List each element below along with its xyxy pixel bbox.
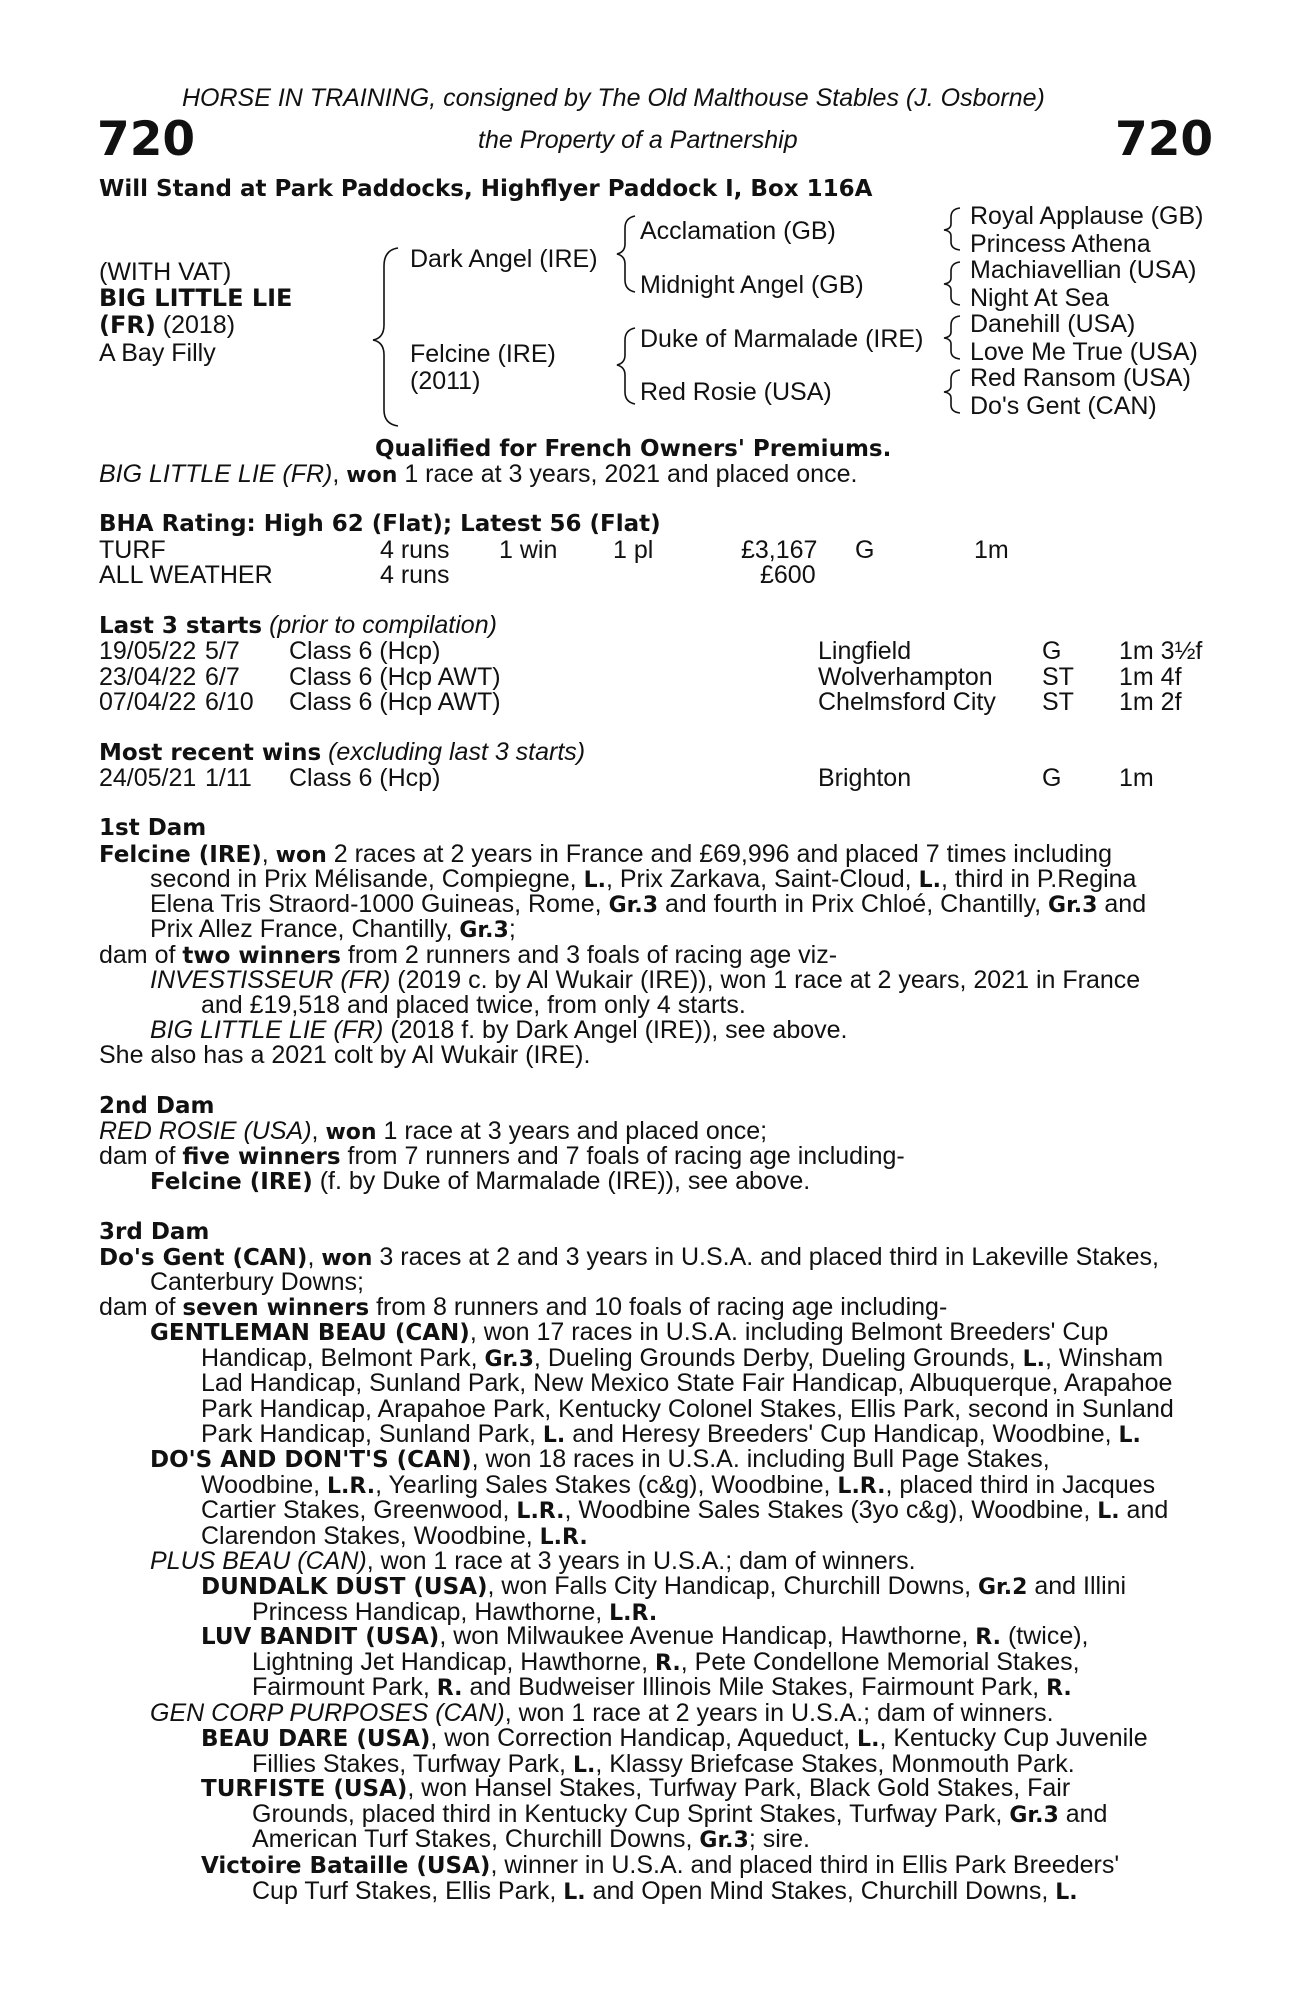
horse-name: BIG LITTLE LIE	[99, 284, 293, 312]
horse-country: (FR)	[99, 311, 156, 339]
dam3-title: 3rd Dam	[99, 1219, 210, 1245]
surface: TURF	[99, 536, 166, 564]
race-grade: L.	[583, 868, 606, 893]
header-property: the Property of a Partnership	[478, 126, 798, 154]
text: and Budweiser Illinois Mile Stakes, Fairmount Park,	[462, 1673, 1047, 1701]
text: , placed third in Jacques	[885, 1470, 1156, 1499]
text: and Heresy Breeders' Cup Handicap, Woodbine,	[565, 1420, 1119, 1448]
cell-dist: 1m	[1119, 764, 1154, 792]
cell-race: Class 6 (Hcp)	[289, 764, 441, 792]
produce-name: BEAU DARE (USA)	[201, 1726, 431, 1752]
race-grade: Gr.3	[1009, 1802, 1059, 1828]
cell-course: Brighton	[818, 764, 912, 792]
header-consignor: HORSE IN TRAINING, consigned by The Old Malthouse Stables (J. Osborne)	[182, 84, 1045, 112]
text: 1 race at 3 years and placed once;	[376, 1117, 768, 1145]
text: second in Prix Mélisande, Compiegne,	[150, 865, 584, 893]
recent-note: (excluding last 3 starts)	[321, 738, 586, 766]
sep: ,	[311, 1117, 326, 1145]
runs: 4 runs	[380, 536, 450, 564]
cell-going: ST	[1042, 662, 1074, 691]
text: Park Handicap, Arapahoe Park, Kentucky Colonel Stakes, Ellis Park, second in Sunland	[201, 1394, 1174, 1423]
text: Clarendon Stakes, Woodbine,	[201, 1521, 540, 1550]
qualified-note: Qualified for French Owners' Premiums.	[375, 436, 892, 462]
text: (f. by Duke of Marmalade (IRE)), see above.	[312, 1167, 811, 1195]
text: , won 17 races in U.S.A. including Belmont Breeders' Cup	[469, 1318, 1109, 1346]
cell-race: Class 6 (Hcp AWT)	[289, 688, 501, 716]
race-grade: R.	[1046, 1676, 1072, 1701]
text: and Illini	[1027, 1572, 1127, 1600]
sss: Royal Applause (GB)	[970, 202, 1204, 230]
dam2-line3	[150, 1169, 810, 1196]
text: , won 18 races in U.S.A. including Bull Page Stakes,	[471, 1445, 1050, 1473]
brace-dd	[944, 370, 960, 413]
recent-heading	[99, 740, 585, 767]
brace-main	[373, 248, 398, 426]
cell-pos: 5/7	[205, 637, 240, 665]
distance: 1m	[974, 536, 1009, 564]
text: , Kentucky Cup Juvenile	[879, 1724, 1148, 1752]
text: , winner in U.S.A. and placed third in Ellis Park Breeders'	[490, 1851, 1120, 1879]
text: 3 races at 2 and 3 years in U.S.A. and placed third in Lakeville Stakes,	[372, 1243, 1160, 1271]
text: and	[1119, 1496, 1169, 1524]
cell-race: Class 6 (Hcp AWT)	[289, 662, 501, 691]
cell-dist: 1m 2f	[1119, 688, 1182, 716]
cell-dist: 1m 3½f	[1119, 637, 1203, 665]
race-grade: R.	[975, 1625, 1001, 1650]
text: Cup Turf Stakes, Ellis Park,	[252, 1876, 564, 1905]
produce-gb-line	[201, 1371, 1172, 1397]
dam1-name: Felcine (IRE)	[99, 842, 262, 868]
lot-number-left: 720	[97, 112, 196, 167]
cell-date: 23/04/22	[99, 662, 197, 691]
race-grade: L.	[1022, 1346, 1045, 1372]
race-grade: L.	[857, 1727, 880, 1752]
text: ; sire.	[748, 1825, 810, 1853]
cell-dist: 1m 4f	[1119, 662, 1182, 691]
cell-date: 24/05/21	[99, 764, 197, 792]
text: 2 races at 2 years in France and £69,996 and placed 7 times including	[326, 840, 1112, 868]
text: Lightning Jet Handicap, Hawthorne,	[252, 1647, 656, 1676]
text: Elena Tris Straord-1000 Guineas, Rome,	[150, 890, 609, 918]
text: , Prix Zarkava, Saint-Cloud,	[605, 865, 919, 893]
prize: £600	[760, 561, 816, 589]
cell-course: Wolverhampton	[818, 662, 993, 691]
text: from 8 runners and 10 foals of racing age including-	[369, 1293, 948, 1321]
dam-sire: Duke of Marmalade (IRE)	[640, 325, 924, 353]
rating-title: BHA Rating: High 62 (Flat); Latest 56 (Flat)	[99, 511, 661, 537]
race-grade: R.	[655, 1650, 681, 1676]
text: and Open Mind Stakes, Churchill Downs,	[585, 1876, 1056, 1905]
dsd: Love Me True (USA)	[970, 338, 1198, 366]
produce-name: GEN CORP PURPOSES (CAN)	[150, 1699, 505, 1727]
text: Prix Allez France, Chantilly,	[150, 915, 460, 943]
last3-title: Last 3 starts	[99, 613, 263, 639]
race-grade: Gr.3	[1048, 893, 1098, 918]
dam: Felcine (IRE)	[410, 340, 556, 368]
race-grade: L.	[918, 868, 941, 893]
race-grade: L.	[563, 1879, 586, 1905]
cell-going: G	[1042, 637, 1062, 665]
summary-horse: BIG LITTLE LIE (FR)	[99, 460, 333, 488]
runs: 4 runs	[380, 561, 450, 589]
race-grade: L.	[1097, 1499, 1120, 1524]
summary-rest: 1 race at 3 years, 2021 and placed once.	[397, 460, 858, 488]
text: Princess Handicap, Hawthorne,	[252, 1597, 610, 1626]
dam2-title: 2nd Dam	[99, 1093, 215, 1119]
race-summary: BIG LITTLE LIE (FR), won 1 race at 3 years, 2021 and placed once.	[99, 460, 858, 488]
text: , won 1 race at 3 years in U.S.A.; dam of winners.	[366, 1547, 916, 1575]
text: , won Milwaukee Avenue Handicap, Hawthorne,	[439, 1622, 976, 1650]
winners: five winners	[182, 1144, 341, 1170]
text: dam of	[99, 1293, 183, 1321]
brace-sire	[617, 216, 635, 292]
horse-description: A Bay Filly	[99, 339, 216, 367]
vat-note: (WITH VAT)	[99, 258, 232, 286]
text: (twice),	[1001, 1622, 1089, 1650]
cell-going: G	[1042, 764, 1062, 792]
won: won	[325, 1120, 377, 1145]
race-grade: R.	[436, 1676, 463, 1701]
text: Cartier Stakes, Greenwood,	[201, 1496, 517, 1524]
dam1-line7: and £19,518 and placed twice, from only 4 starts.	[201, 991, 746, 1019]
produce-tf-line	[252, 1827, 810, 1854]
sds: Machiavellian (USA)	[970, 256, 1197, 284]
text: dam of	[99, 941, 183, 969]
brace-sd	[944, 262, 960, 305]
produce-name: DO'S AND DON'T'S (CAN)	[150, 1447, 472, 1473]
produce-vb-line	[252, 1876, 1078, 1906]
last3-heading	[99, 613, 497, 640]
race-grade: Gr.3	[459, 918, 509, 943]
won: won	[275, 843, 327, 868]
text: Woodbine,	[201, 1470, 328, 1499]
recent-title: Most recent wins	[99, 740, 322, 766]
sep: ,	[307, 1243, 322, 1271]
dam-dam: Red Rosie (USA)	[640, 378, 832, 406]
last3-note: (prior to compilation)	[262, 611, 497, 639]
going: G	[855, 536, 875, 564]
text: American Turf Stakes, Churchill Downs,	[252, 1825, 700, 1853]
produce-name: PLUS BEAU (CAN)	[150, 1547, 367, 1575]
text: Park Handicap, Sunland Park,	[201, 1420, 543, 1448]
produce-lb-line	[252, 1675, 1072, 1702]
text: (2018 f. by Dark Angel (IRE)), see above.	[383, 1016, 848, 1044]
cell-race: Class 6 (Hcp)	[289, 637, 441, 665]
text: , Winsham	[1044, 1343, 1164, 1372]
produce-name: BIG LITTLE LIE (FR)	[150, 1016, 384, 1044]
cell-going: ST	[1042, 688, 1074, 716]
wins: 1 win	[499, 536, 558, 564]
produce-name: Felcine (IRE)	[150, 1169, 313, 1195]
text: from 2 runners and 3 foals of racing age viz-	[340, 941, 838, 969]
sdd: Night At Sea	[970, 284, 1109, 312]
produce-name: Victoire Bataille (USA)	[201, 1853, 491, 1879]
cell-pos: 1/11	[205, 764, 252, 792]
text: Lad Handicap, Sunland Park, New Mexico State Fair Handicap, Albuquerque, Arapahoe	[201, 1369, 1173, 1397]
places: 1 pl	[613, 536, 654, 564]
stand-location: Will Stand at Park Paddocks, Highflyer Paddock I, Box 116A	[99, 176, 873, 202]
won: won	[321, 1246, 373, 1271]
race-grade: L.R.	[516, 1499, 565, 1524]
text: from 7 runners and 7 foals of racing age including-	[340, 1142, 905, 1170]
lot-number-right: 720	[1115, 112, 1214, 167]
surface: ALL WEATHER	[99, 561, 273, 589]
prize: £3,167	[741, 536, 818, 564]
produce-pb-line	[150, 1549, 916, 1575]
race-grade: Gr.2	[977, 1575, 1028, 1600]
summary-won: won	[346, 463, 398, 488]
horse-year: (2018)	[155, 311, 236, 339]
text: , won Hansel Stakes, Turfway Park, Black Gold Stakes, Fair	[407, 1774, 1071, 1802]
winners: two winners	[182, 943, 341, 969]
text: Grounds, placed third in Kentucky Cup Sprint Stakes, Turfway Park,	[252, 1799, 1010, 1828]
produce-name: TURFISTE (USA)	[201, 1776, 408, 1802]
text: , Dueling Grounds Derby, Dueling Grounds,	[533, 1343, 1023, 1372]
text: Fairmount Park,	[252, 1673, 437, 1701]
dam1-line9: She also has a 2021 colt by Al Wukair (IRE).	[99, 1041, 591, 1069]
dam1-line6	[150, 968, 1140, 994]
text: (2019 c. by Al Wukair (IRE)), won 1 race at 2 years, 2021 in France	[390, 966, 1141, 994]
winners: seven winners	[182, 1295, 370, 1321]
text: , won Correction Handicap, Aqueduct,	[430, 1724, 858, 1752]
race-grade: Gr.3	[699, 1828, 749, 1853]
produce-name: GENTLEMAN BEAU (CAN)	[150, 1320, 470, 1346]
text: , Klassy Briefcase Stakes, Monmouth Park.	[595, 1749, 1075, 1778]
text: ;	[508, 915, 516, 943]
dss: Danehill (USA)	[970, 310, 1136, 338]
dam3-line2: Canterbury Downs;	[150, 1268, 364, 1296]
text: and fourth in Prix Chloé, Chantilly,	[658, 890, 1049, 918]
cell-course: Chelmsford City	[818, 688, 996, 716]
text: and	[1058, 1799, 1108, 1828]
race-grade: L.R.	[327, 1473, 376, 1499]
cell-date: 07/04/22	[99, 688, 197, 716]
text: , won Falls City Handicap, Churchill Downs,	[487, 1572, 978, 1600]
cell-date: 19/05/22	[99, 637, 197, 665]
text: Handicap, Belmont Park,	[201, 1343, 485, 1372]
dam3-name: Do's Gent (CAN)	[99, 1245, 308, 1271]
race-grade: Gr.3	[608, 893, 658, 918]
produce-name: INVESTISSEUR (FR)	[150, 966, 391, 994]
brace-ds	[944, 316, 960, 359]
text: Fillies Stakes, Turfway Park,	[252, 1749, 573, 1778]
race-grade: Gr.3	[484, 1346, 534, 1372]
text: , third in P.Regina	[940, 865, 1137, 893]
sire-sire: Acclamation (GB)	[640, 217, 836, 245]
cell-course: Lingfield	[818, 637, 912, 665]
text: , Woodbine Sales Stakes (3yo c&g), Woodbine,	[564, 1496, 1098, 1524]
ddd: Do's Gent (CAN)	[970, 392, 1157, 420]
produce-gb-line	[201, 1394, 1174, 1423]
sep: ,	[261, 840, 276, 868]
brace-ss	[944, 208, 960, 250]
race-grade: L.	[542, 1423, 566, 1448]
race-grade: L.R.	[539, 1524, 588, 1550]
dam1-title: 1st Dam	[99, 815, 207, 841]
brace-dam	[617, 328, 635, 404]
dam1-line4	[150, 917, 516, 944]
text: and	[1097, 890, 1147, 918]
dam-year: (2011)	[410, 367, 481, 395]
dds: Red Ransom (USA)	[970, 364, 1191, 392]
sire-dam: Midnight Angel (GB)	[640, 271, 864, 299]
dam1-line8	[150, 1018, 848, 1044]
cell-pos: 6/7	[205, 662, 240, 691]
race-grade: L.	[1055, 1879, 1078, 1905]
cell-pos: 6/10	[205, 688, 254, 716]
text: , Pete Condellone Memorial Stakes,	[680, 1647, 1080, 1676]
race-grade: L.R.	[609, 1600, 658, 1626]
ssd: Princess Athena	[970, 230, 1151, 258]
produce-gc-line	[150, 1701, 1054, 1727]
race-grade: L.	[1118, 1423, 1141, 1448]
sire: Dark Angel (IRE)	[410, 245, 598, 273]
race-grade: L.R.	[837, 1473, 886, 1499]
text: , Yearling Sales Stakes (c&g), Woodbine,	[375, 1470, 838, 1499]
race-grade: L.	[572, 1752, 596, 1778]
produce-name: DUNDALK DUST (USA)	[201, 1574, 488, 1600]
dam2-name: RED ROSIE (USA)	[99, 1117, 312, 1145]
text: dam of	[99, 1142, 183, 1170]
produce-name: LUV BANDIT (USA)	[201, 1624, 440, 1650]
text: , won 1 race at 2 years in U.S.A.; dam of winners.	[504, 1699, 1054, 1727]
